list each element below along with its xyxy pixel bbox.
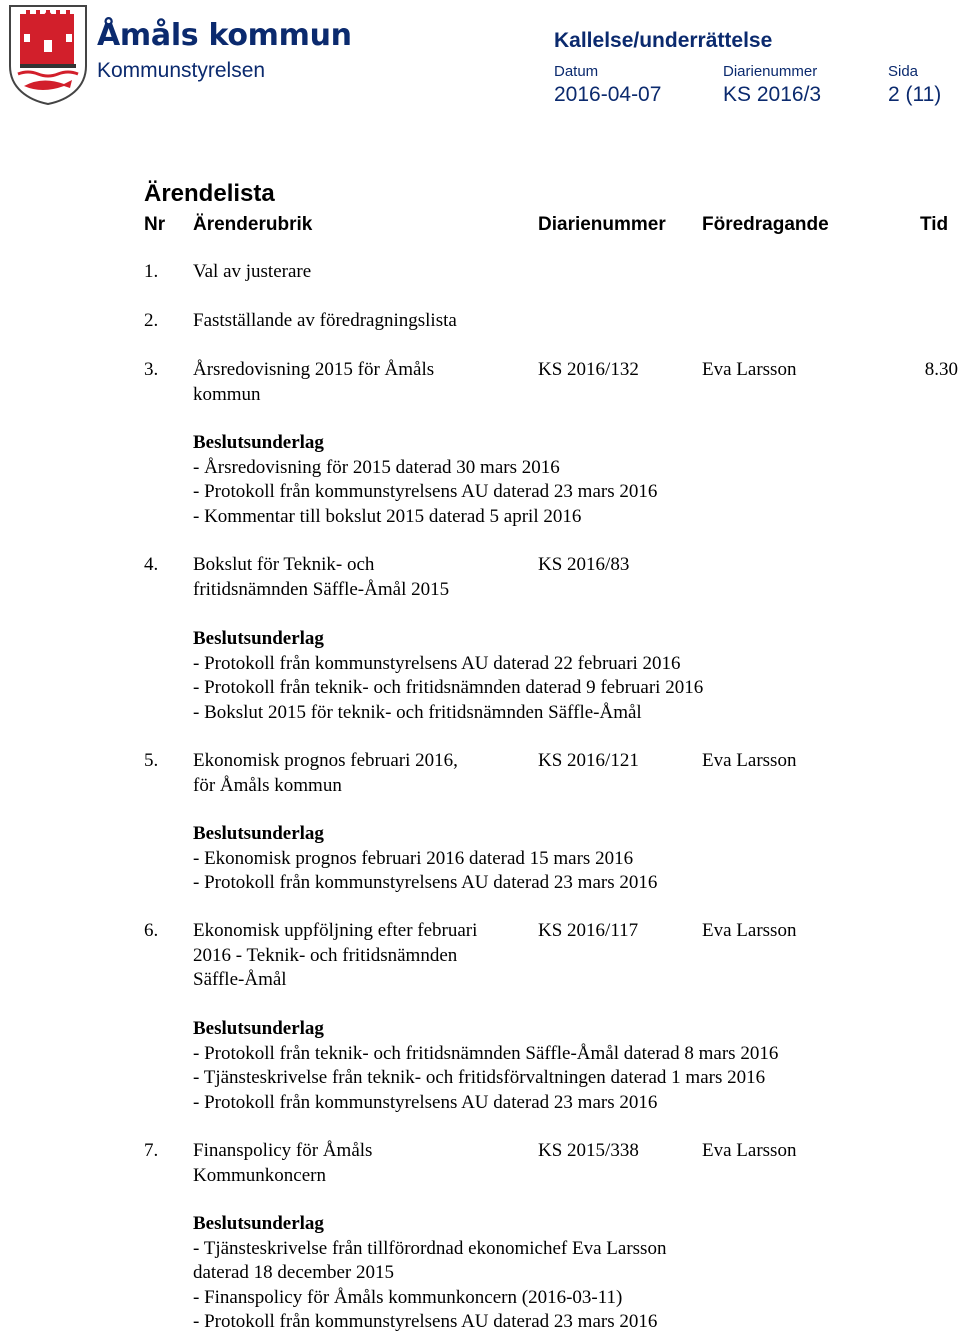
basis-item: - Kommentar till bokslut 2015 daterad 5 april 2016 — [193, 505, 582, 527]
item-number: 5. — [144, 750, 159, 771]
item-number: 3. — [144, 359, 159, 380]
item-subject: Fastställande av föredragningslista — [193, 310, 457, 331]
column-header-time: Tid — [920, 214, 949, 235]
page-value: 2 (11) — [888, 83, 942, 106]
column-header-subject: Ärenderubrik — [193, 214, 313, 235]
item-subject: Kommunkoncern — [193, 1164, 326, 1186]
basis-item: - Tjänsteskrivelse från tillförordnad ekonomichef Eva Larsson — [193, 1237, 667, 1259]
column-header-presenter: Föredragande — [702, 214, 829, 235]
item-number: 2. — [144, 310, 159, 331]
reference-value: KS 2016/3 — [723, 83, 822, 106]
basis-item: - Tjänsteskrivelse från teknik- och fritidsförvaltningen daterad 1 mars 2016 — [193, 1067, 766, 1088]
basis-heading: Beslutsunderlag — [193, 432, 324, 453]
item-reference: KS 2016/117 — [538, 920, 639, 941]
basis-item: - Protokoll från kommunstyrelsens AU daterad 23 mars 2016 — [193, 1311, 658, 1332]
item-reference: KS 2015/338 — [538, 1140, 639, 1161]
item-subject: Årsredovisning 2015 för Åmåls — [193, 359, 435, 380]
document-type: Kallelse/underrättelse — [554, 29, 773, 52]
column-header-ref: Diarienummer — [538, 214, 666, 235]
item-subject: Val av justerare — [193, 261, 312, 282]
basis-item: - Bokslut 2015 för teknik- och fritidsnämnden Säffle-Åmål — [193, 701, 642, 723]
organization-name: Åmåls kommun — [97, 18, 352, 53]
item-subject: Bokslut för Teknik- och — [193, 554, 375, 575]
item-presenter: Eva Larsson — [702, 359, 797, 380]
basis-heading: Beslutsunderlag — [193, 1213, 324, 1234]
item-subject: fritidsnämnden Säffle-Åmål 2015 — [193, 578, 450, 600]
basis-item: - Protokoll från teknik- och fritidsnämnden Säffle-Åmål daterad 8 mars 2016 — [193, 1042, 779, 1064]
column-header-nr: Nr — [144, 214, 166, 235]
basis-item: - Protokoll från kommunstyrelsens AU daterad 23 mars 2016 — [193, 872, 658, 893]
item-reference: KS 2016/83 — [538, 554, 630, 575]
basis-item: - Protokoll från kommunstyrelsens AU daterad 23 mars 2016 — [193, 481, 658, 502]
basis-heading: Beslutsunderlag — [193, 628, 324, 649]
date-value: 2016-04-07 — [554, 83, 662, 106]
item-subject: för Åmåls kommun — [193, 774, 342, 796]
item-subject: Finanspolicy för Åmåls — [193, 1140, 373, 1161]
item-number: 1. — [144, 261, 159, 282]
item-presenter: Eva Larsson — [702, 750, 797, 771]
item-reference: KS 2016/132 — [538, 359, 639, 380]
department-name: Kommunstyrelsen — [97, 59, 266, 82]
item-subject: 2016 - Teknik- och fritidsnämnden — [193, 944, 458, 966]
item-reference: KS 2016/121 — [538, 750, 639, 771]
page-label: Sida — [888, 63, 919, 80]
basis-item: - Årsredovisning för 2015 daterad 30 mars 2016 — [193, 456, 560, 478]
basis-item: - Protokoll från teknik- och fritidsnämnden daterad 9 februari 2016 — [193, 677, 704, 698]
item-number: 4. — [144, 554, 159, 575]
item-presenter: Eva Larsson — [702, 920, 797, 941]
reference-label: Diarienummer — [723, 63, 818, 80]
basis-item: - Ekonomisk prognos februari 2016 daterad 15 mars 2016 — [193, 847, 634, 869]
item-number: 6. — [144, 920, 159, 941]
item-subject: Ekonomisk uppföljning efter februari — [193, 920, 478, 941]
agenda-title: Ärendelista — [144, 180, 275, 207]
basis-item: daterad 18 december 2015 — [193, 1262, 394, 1283]
item-subject: Säffle-Åmål — [193, 969, 287, 990]
basis-item: - Finanspolicy för Åmåls kommunkoncern (2016-03-11) — [193, 1286, 623, 1308]
coat-of-arms-logo — [8, 4, 88, 106]
item-presenter: Eva Larsson — [702, 1140, 797, 1161]
basis-item: - Protokoll från kommunstyrelsens AU daterad 23 mars 2016 — [193, 1091, 658, 1113]
item-subject: Ekonomisk prognos februari 2016, — [193, 750, 458, 771]
basis-heading: Beslutsunderlag — [193, 1018, 324, 1039]
item-time: 8.30 — [924, 359, 958, 380]
basis-item: - Protokoll från kommunstyrelsens AU daterad 22 februari 2016 — [193, 652, 681, 674]
item-subject: kommun — [193, 383, 261, 405]
basis-heading: Beslutsunderlag — [193, 823, 324, 844]
item-number: 7. — [144, 1140, 159, 1161]
date-label: Datum — [554, 63, 599, 80]
